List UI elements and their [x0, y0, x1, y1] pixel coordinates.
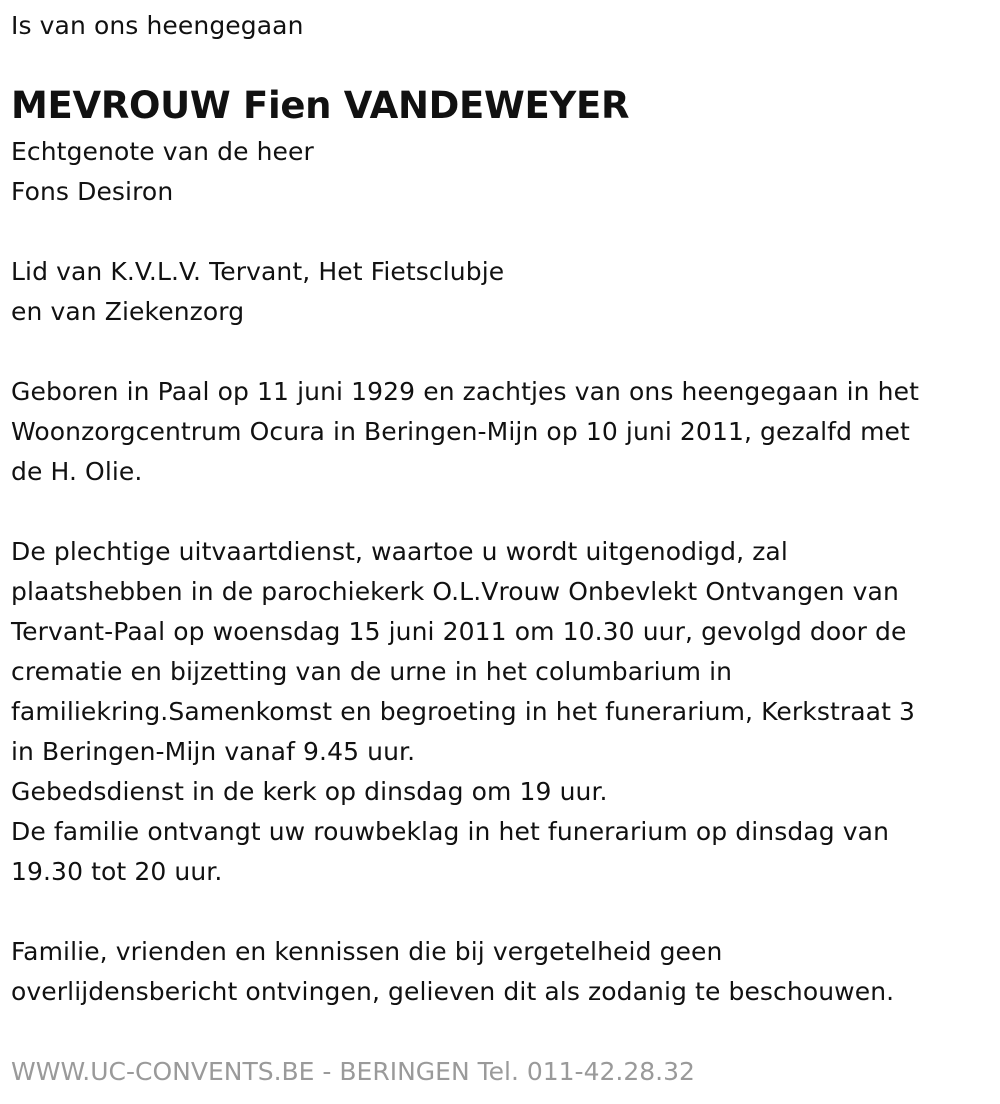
ceremony-line: De plechtige uitvaartdienst, waartoe u wordt uitgenodigd, zal	[11, 537, 788, 566]
ceremony-line: Tervant-Paal op woensdag 15 juni 2011 om 10.30 uur, gevolgd door de	[11, 617, 907, 646]
membership-line: Lid van K.V.L.V. Tervant, Het Fietsclubje	[11, 257, 505, 286]
closing-line: Familie, vrienden en kennissen die bij vergetelheid geen	[11, 937, 723, 966]
ceremony-line: crematie en bijzetting van de urne in het columbarium in	[11, 657, 733, 686]
closing-line: overlijdensbericht ontvingen, gelieven dit als zodanig te beschouwen.	[11, 977, 895, 1006]
spacer	[11, 212, 986, 252]
spouse-block	[11, 132, 986, 212]
ceremony-line: familiekring.Samenkomst en begroeting in het funerarium, Kerkstraat 3	[11, 697, 916, 726]
ceremony-line: Gebedsdienst in de kerk op dinsdag om 19 uur.	[11, 777, 608, 806]
membership-line: en van Ziekenzorg	[11, 297, 245, 326]
birth-death-line: Geboren in Paal op 11 juni 1929 en zachtjes van ons heengegaan in het	[11, 377, 919, 406]
birth-death-line: de H. Olie.	[11, 457, 143, 486]
birth-death-block	[11, 372, 986, 492]
ceremony-line: plaatshebben in de parochiekerk O.L.Vrouw Onbevlekt Ontvangen van	[11, 577, 899, 606]
ceremony-line: De familie ontvangt uw rouwbeklag in het funerarium op dinsdag van	[11, 817, 890, 846]
spacer	[11, 332, 986, 372]
ceremony-block	[11, 532, 986, 892]
footer-funeral-home: WWW.UC-CONVENTS.BE - BERINGEN Tel. 011-42.28.32	[11, 1057, 695, 1086]
spacer	[11, 892, 986, 932]
closing-block	[11, 932, 986, 1012]
ceremony-line: 19.30 tot 20 uur.	[11, 857, 223, 886]
deceased-name: MEVROUW Fien VANDEWEYER	[11, 84, 630, 127]
ceremony-line: in Beringen-Mijn vanaf 9.45 uur.	[11, 737, 416, 766]
death-notice	[11, 6, 986, 1012]
spacer	[11, 492, 986, 532]
membership-block	[11, 252, 986, 332]
spouse-line: Fons Desiron	[11, 177, 174, 206]
birth-death-line: Woonzorgcentrum Ocura in Beringen-Mijn op 10 juni 2011, gezalfd met	[11, 417, 910, 446]
spouse-line: Echtgenote van de heer	[11, 137, 314, 166]
intro-line: Is van ons heengegaan	[11, 11, 304, 40]
